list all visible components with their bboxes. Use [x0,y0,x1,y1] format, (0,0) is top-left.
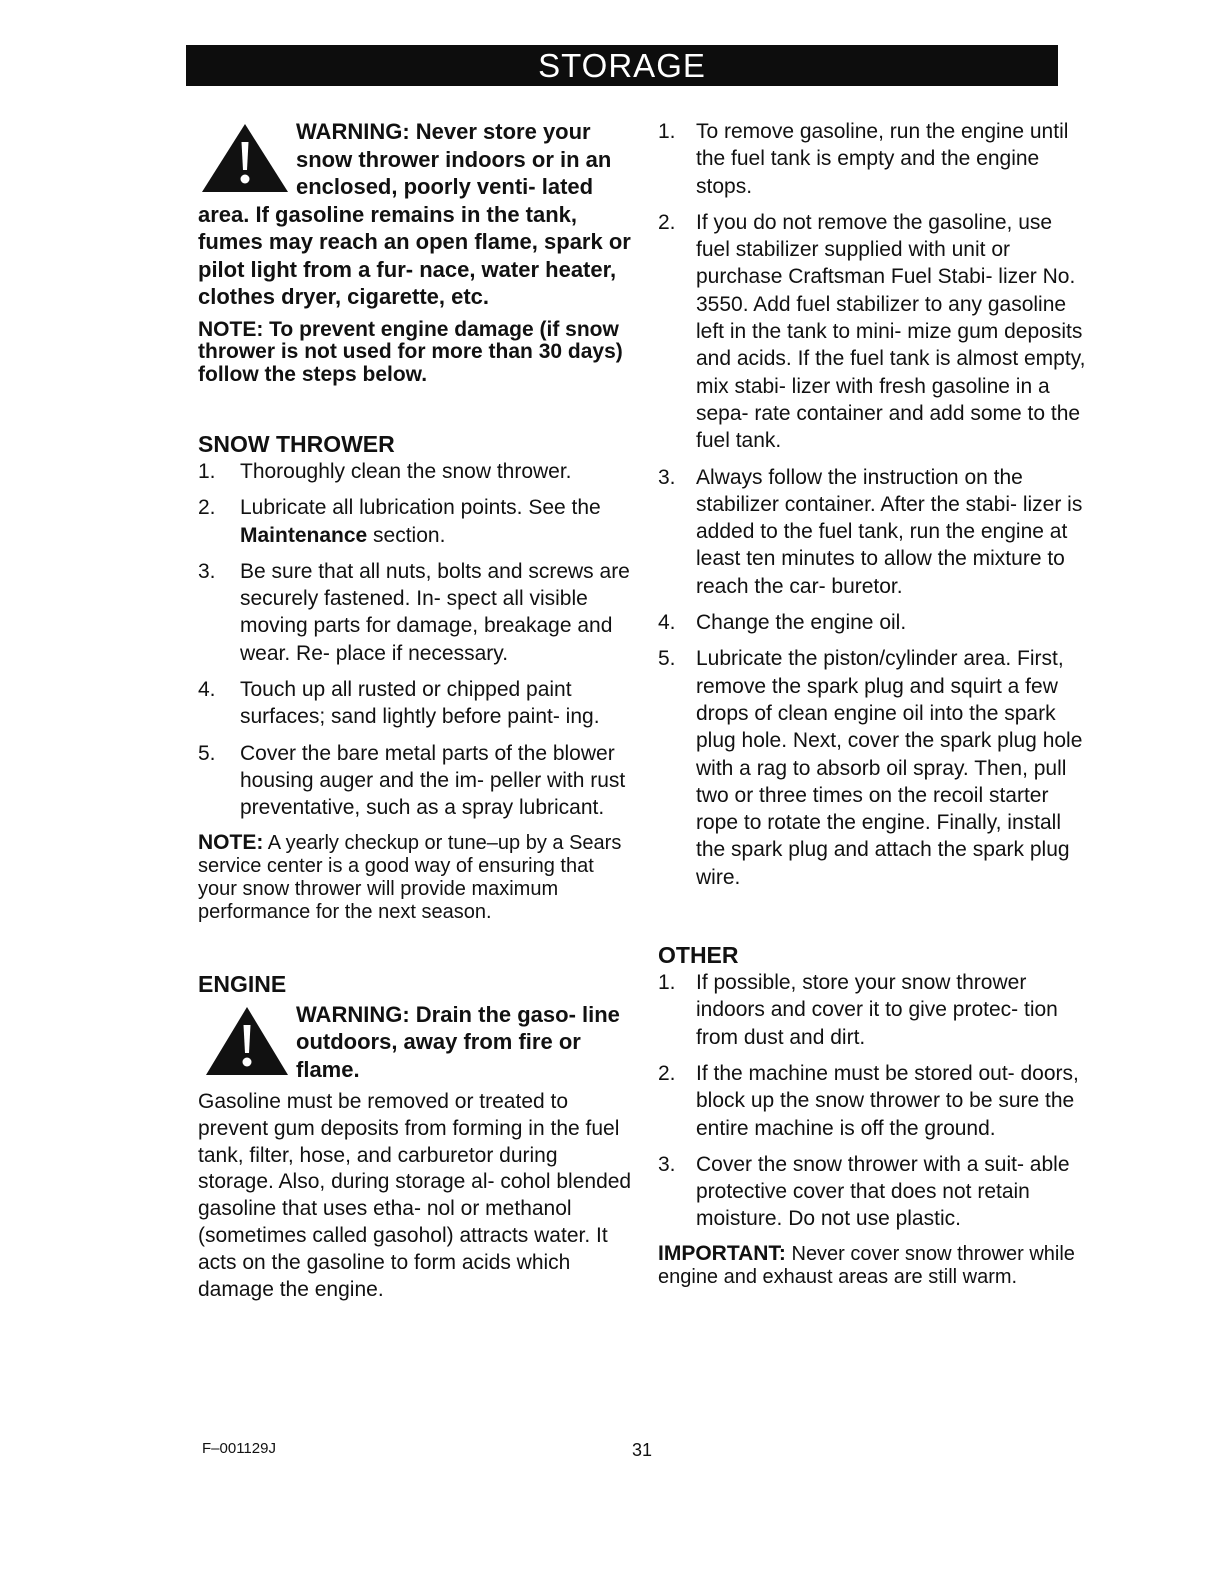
engine-heading: ENGINE [198,970,287,997]
other-steps [658,969,1088,1233]
list-item: 5. Cover the bare metal parts of the blower housing auger and the im- peller with rust preventative, such as a spray lubricant. [198,741,626,820]
list-item: 5. Lubricate the piston/cylinder area. First, remove the spark plug and squirt a few drops of clean engine oil into the spark plug hole. Next, cover the spark plug hole with a rag to absorb oil spray. Then, pull two or three times on the recoil starter rope to rotate the engine. Finally, install the spark plug and attach the spark plug wire. [658,647,1083,889]
list-item: 4. Change the engine oil. [658,611,907,635]
page-title: STORAGE [186,45,1058,86]
warning-triangle-icon [204,1005,290,1077]
list-item: 3. Cover the snow thrower with a suit- able protective cover that does not retain moisture. Do not use plastic. [658,1152,1070,1231]
important-note: IMPORTANT: Never cover snow thrower while engine and exhaust areas are still warm. [658,1241,1075,1288]
storage-note: NOTE: To prevent engine damage (if snow thrower is not used for more than 30 days) follow the steps below. [198,317,623,386]
page-number: 31 [632,1440,653,1460]
storage-warning [198,118,638,311]
snow-thrower-heading: SNOW THROWER [198,431,395,457]
other-heading: OTHER [658,942,739,969]
warning-triangle-icon [200,122,290,194]
list-item: 1. To remove gasoline, run the engine until the fuel tank is empty and the engine stops. [658,120,1069,198]
list-item: 2. If the machine must be stored out- doors, block up the snow thrower to be sure the entire machine is off the ground. [658,1061,1079,1140]
right-column [658,118,1088,1289]
storage-warning-text: WARNING: Never store your snow thrower indoors or in an enclosed, poorly venti- lated area. If gasoline remains in the tank, fumes may reach an open flame, spark or pilot light from a fur- nace, water heater, clothes dryer, cigarette, etc. [198,119,631,309]
maintenance-reference: Maintenance [240,523,368,547]
left-column [198,118,638,1303]
list-item: 3. Be sure that all nuts, bolts and screws are securely fastened. In- spect all visible moving parts for damage, breakage and wear. Re- place if necessary. [198,559,630,665]
form-code: F–001129J [202,1440,276,1457]
list-item: 4. Touch up all rusted or chipped paint surfaces; sand lightly before paint- ing. [198,678,600,729]
list-item: 2. If you do not remove the gasoline, use fuel stabilizer supplied with unit or purchase Craftsman Fuel Stabi- lizer No. 3550. Add fuel stabilizer to any gasoline left in the tank to mini- mize gum deposits and acids. If the fuel tank is almost empty, mix stabi- lizer with fresh gasoline in a sepa- rate container and add some to the fuel tank. [658,210,1086,453]
engine-steps [658,118,1088,891]
engine-body-text: Gasoline must be removed or treated to prevent gum deposits from forming in the fuel tank, filter, hose, and carburetor during storage. Also, during storage al- cohol blended gasoline that uses etha- nol or methanol (sometimes called gasohol) attracts water. It acts on the gasoline to form acids which damage the engine. [198,1090,632,1301]
checkup-note: NOTE: A yearly checkup or tune–up by a Sears service center is a good way of ensuring that your snow thrower will provide maximum performance for the next season. [198,830,622,923]
snow-thrower-steps [198,458,638,822]
engine-warning-text: WARNING: Drain the gaso- line outdoors, away from fire or flame. [296,1001,620,1082]
list-item: 3. Always follow the instruction on the stabilizer container. After the stabi- lizer is added to the fuel tank, run the engine at least ten minutes to allow the mixture to reach the car- buretor. [658,465,1083,598]
list-item: 1. If possible, store your snow thrower indoors and cover it to give protec- tion from dust and dirt. [658,971,1058,1049]
list-item: 1. Thoroughly clean the snow thrower. [198,460,572,483]
list-item: 2. Lubricate all lubrication points. See the Maintenance section. [198,496,601,547]
engine-warning [198,1001,638,1084]
